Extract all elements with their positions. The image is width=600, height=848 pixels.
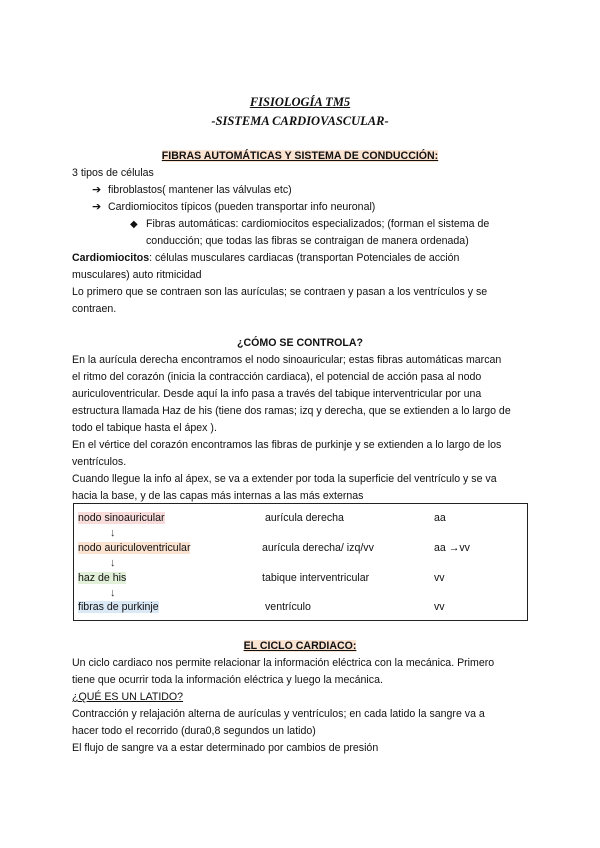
paragraph-line: En el vértice del corazón encontramos las fibras de purkinje y se extienden a lo largo de los	[72, 439, 502, 451]
paragraph-line: Contracción y relajación alterna de aurículas y ventrículos; en cada latido la sangre va a	[72, 708, 485, 720]
structure-nodo-auriculoventricular: nodo auriculoventricular	[78, 542, 191, 554]
paragraph-line: hacer todo el recorrido (dura0,8 segundos un latido)	[72, 725, 316, 737]
subitem-fibras-automaticas-line2: conducción; que todas las fibras se contraigan de manera ordenada)	[146, 235, 469, 247]
structure-nodo-sinoauricular: nodo sinoauricular	[78, 512, 165, 524]
down-arrow-icon: ↓	[110, 527, 116, 539]
paragraph-line: En la aurícula derecha encontramos el nodo sinoauricular; estas fibras automáticas marcan	[72, 354, 502, 366]
table-row-code: aa →vv	[434, 542, 470, 554]
list-item-fibroblastos: fibroblastos( mantener las válvulas etc)	[108, 184, 292, 196]
section-heading-ciclo-cardiaco-text: EL CICLO CARDIACO:	[243, 640, 357, 652]
structure-fibras-de-purkinje: fibras de purkinje	[78, 601, 159, 613]
down-arrow-icon: ↓	[110, 587, 116, 599]
contraction-line1: Lo primero que se contraen son las aurículas; se contraen y pasan a los ventrículos y se	[72, 286, 488, 298]
subitem-fibras-automaticas-line1: Fibras automáticas: cardiomiocitos especializados; (forman el sistema de	[146, 218, 490, 230]
table-row-code: vv	[434, 572, 445, 584]
table-row-location: aurícula derecha	[265, 512, 344, 524]
paragraph-line: El flujo de sangre va a estar determinado por cambios de presión	[72, 742, 379, 754]
paragraph-line: estructura llamada Haz de his (tiene dos ramas; izq y derecha, que se extienden a lo largo de	[72, 405, 511, 417]
list-item-cardiomiocitos-tipicos: Cardiomiocitos típicos (pueden transportar info neuronal)	[108, 201, 376, 213]
paragraph-line: el ritmo del corazón (inicia la contracción cardiaca), el potencial de acción pasa al nodo	[72, 371, 482, 383]
table-row-code: vv	[434, 601, 445, 613]
structure-haz-de-his: haz de his	[78, 572, 127, 584]
intro-text: 3 tipos de células	[72, 167, 154, 179]
contraction-line2: contraen.	[72, 303, 117, 315]
paragraph-line: tiene que ocurrir toda la información eléctrica y luego la mecánica.	[72, 674, 383, 686]
table-row-structure	[78, 510, 165, 527]
section-heading-fibras-text: FIBRAS AUTOMÁTICAS Y SISTEMA DE CONDUCCIÓN:	[161, 150, 439, 162]
table-row-location: tabique interventricular	[262, 572, 370, 584]
section-heading-como-se-controla: ¿CÓMO SE CONTROLA?	[237, 337, 363, 349]
table-row-structure	[78, 599, 159, 616]
paragraph-line: Cuando llegue la info al ápex, se va a extender por toda la superficie del ventrículo y se va	[72, 473, 497, 485]
arrow-bullet-icon: ➔	[92, 184, 102, 196]
table-row-location: aurícula derecha/ izq/vv	[262, 542, 374, 554]
table-row-structure	[78, 540, 190, 557]
paragraph-line: auriculoventricular. Desde aquí la info pasa a través del tabique interventricular por una	[72, 388, 482, 400]
cardiomiocitos-definition-text: : células musculares cardiacas (transportan Potenciales de acción	[149, 252, 460, 264]
paragraph-line: todo el tabique hasta el ápex ).	[72, 422, 217, 434]
paragraph-line: hacia la base, y de las capas más internas a las más externas	[72, 490, 364, 502]
table-row-code: aa	[434, 512, 446, 524]
table-row-structure	[78, 570, 126, 587]
paragraph-line: ventrículos.	[72, 456, 127, 468]
down-arrow-icon: ↓	[110, 557, 116, 569]
table-row-location: ventrículo	[265, 601, 311, 613]
question-heading-latido: ¿QUÉ ES UN LATIDO?	[72, 691, 184, 703]
section-heading-fibras	[0, 148, 600, 165]
document-subtitle: -SISTEMA CARDIOVASCULAR-	[211, 114, 389, 128]
section-heading-ciclo-cardiaco	[0, 638, 600, 655]
paragraph-line: Un ciclo cardiaco nos permite relacionar la información eléctrica con la mecánica. Primero	[72, 657, 495, 669]
diamond-bullet-icon: ◆	[130, 219, 138, 230]
arrow-bullet-icon: ➔	[92, 201, 102, 213]
cardiomiocitos-term: Cardiomiocitos	[72, 252, 150, 264]
document-title: FISIOLOGÍA TM5	[249, 95, 351, 109]
cardiomiocitos-definition-line1	[72, 250, 459, 267]
cardiomiocitos-definition-line2: musculares) auto ritmicidad	[72, 269, 202, 281]
